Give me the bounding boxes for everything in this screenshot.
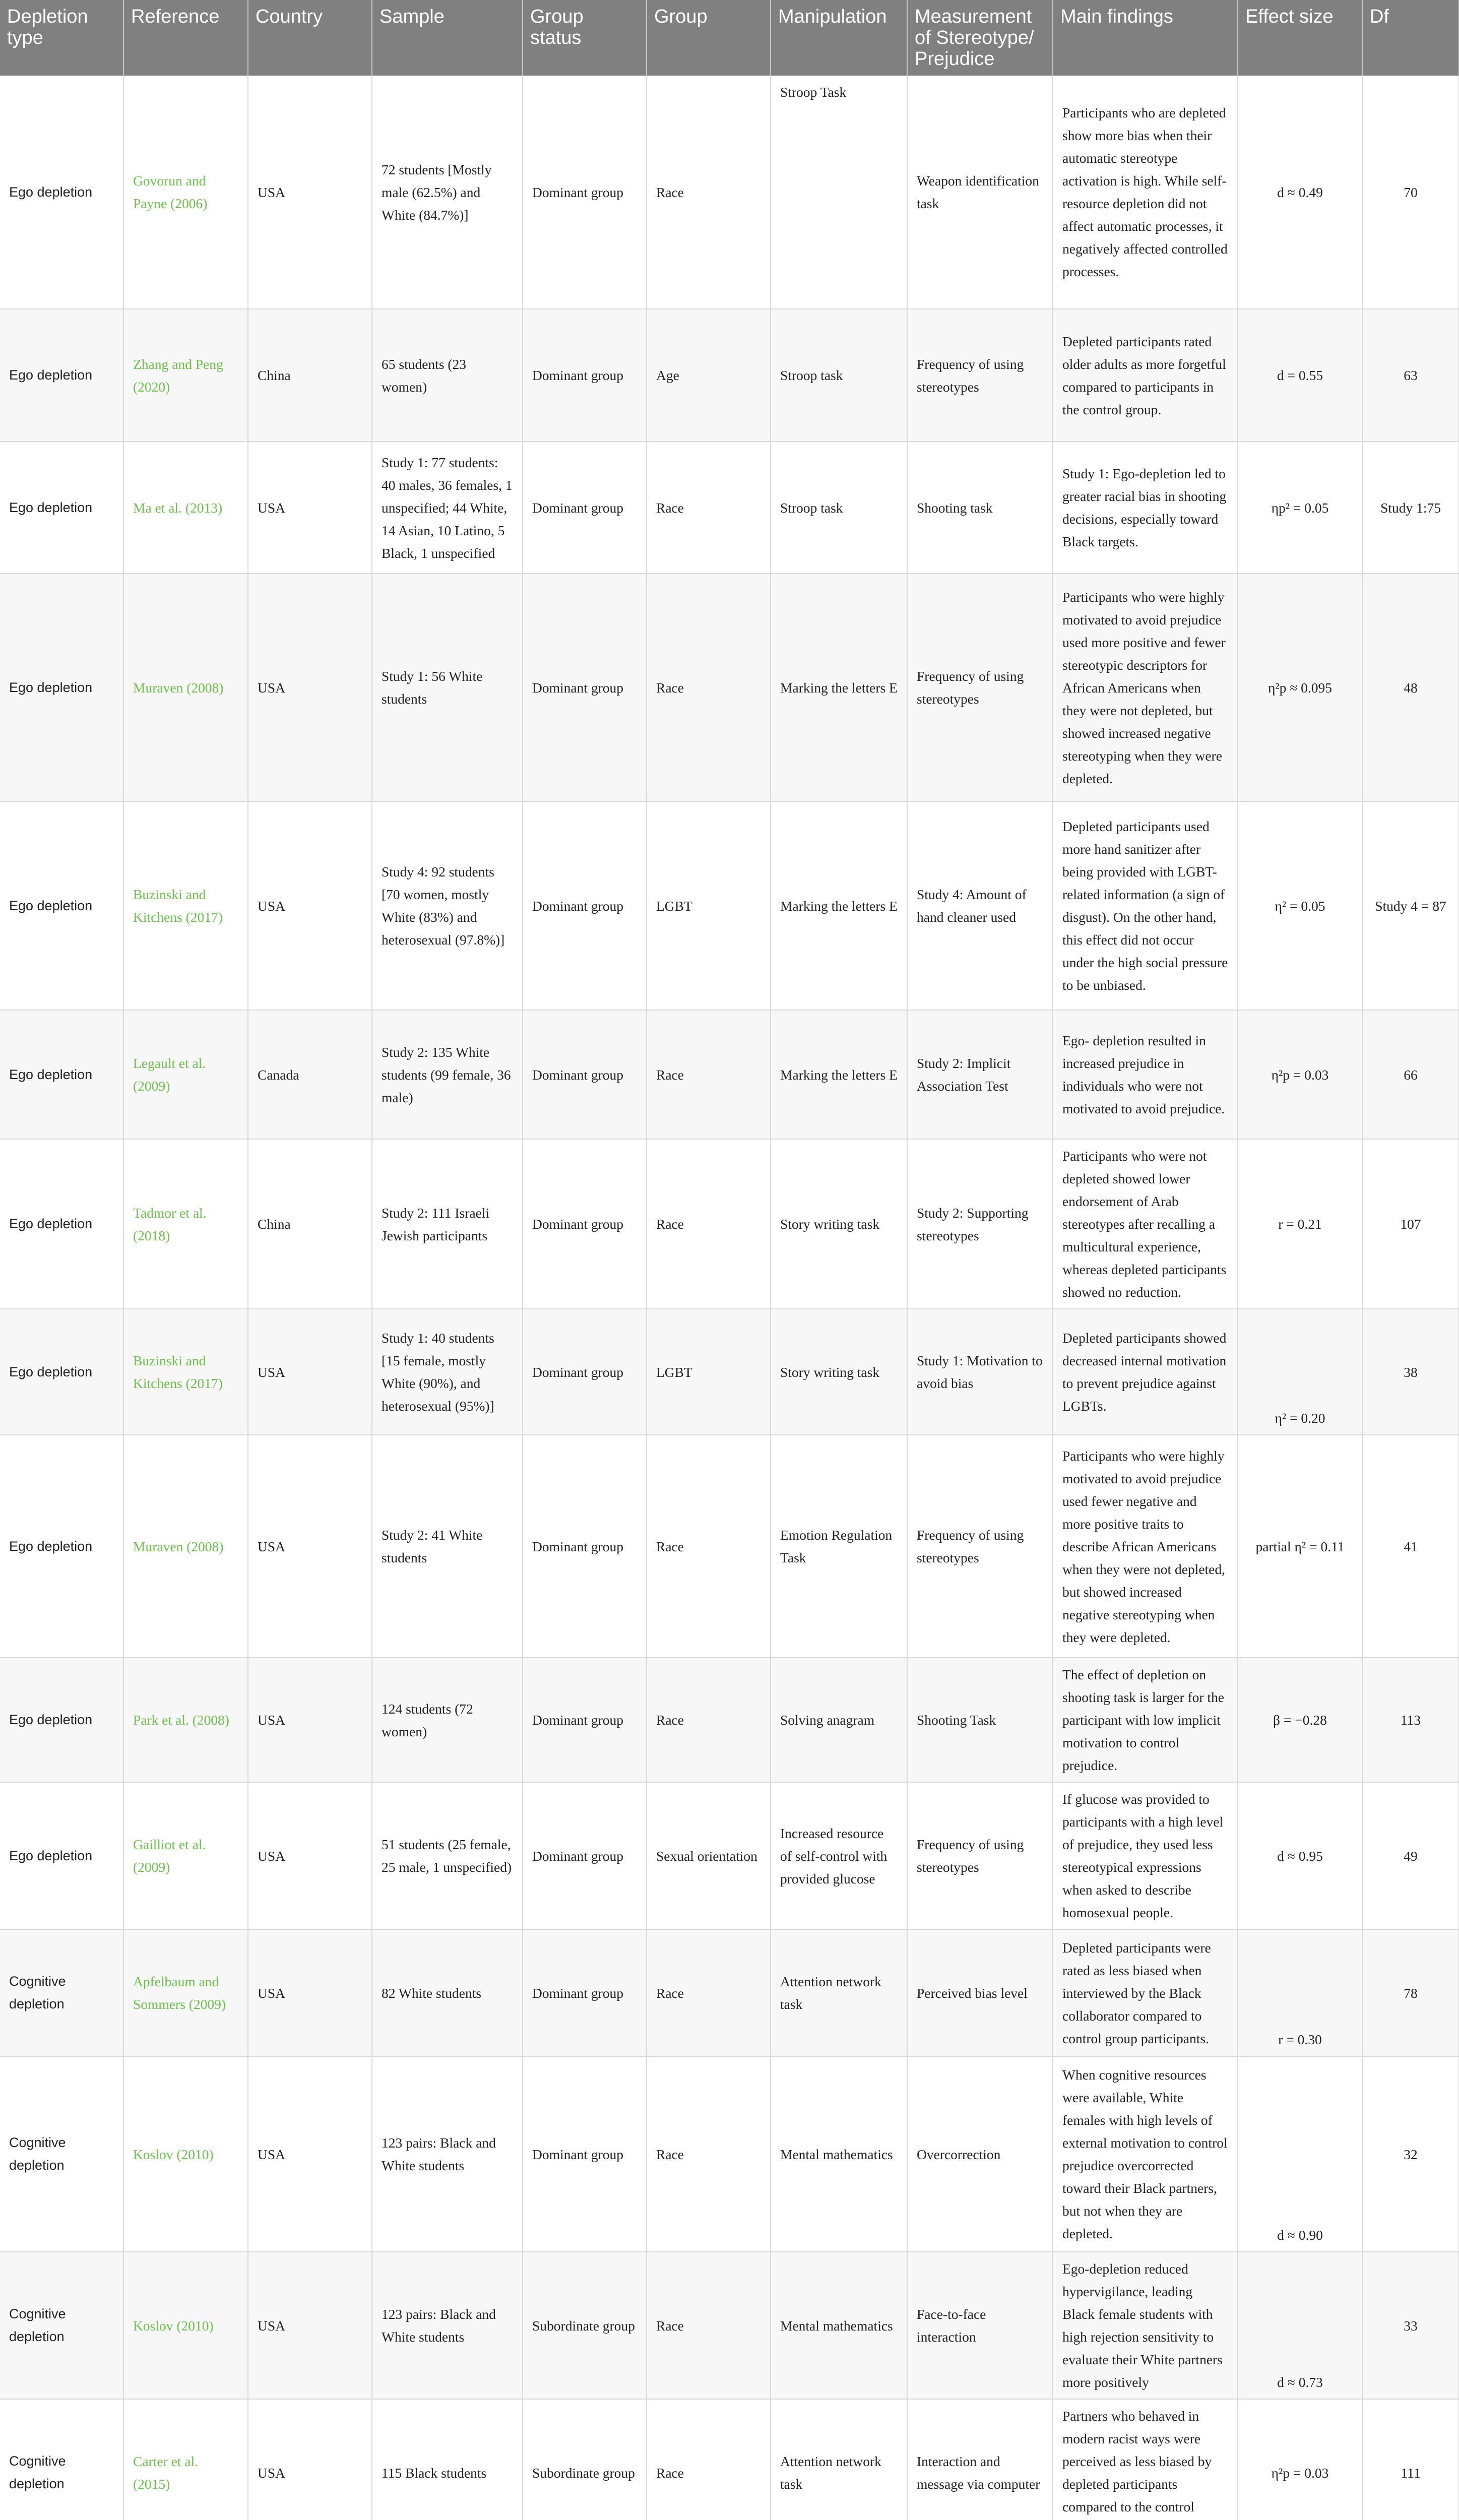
group-status-cell: Dominant group xyxy=(523,1139,647,1309)
group-status-cell: Dominant group xyxy=(523,1929,647,2056)
depletion-type-cell: Cognitive depletion xyxy=(0,1929,123,2056)
country-cell: USA xyxy=(248,442,372,574)
group-cell: Race xyxy=(647,574,771,801)
manipulation-cell: Story writing task xyxy=(771,1309,907,1435)
manipulation-cell: Stroop task xyxy=(771,309,907,442)
country-cell: USA xyxy=(248,1435,372,1658)
group-status-cell: Dominant group xyxy=(523,1782,647,1929)
group-status-cell: Dominant group xyxy=(523,1010,647,1139)
header-effect-size: Effect size xyxy=(1238,0,1362,76)
depletion-type-cell: Ego depletion xyxy=(0,76,123,309)
reference-link[interactable]: Apfelbaum and Sommers (2009) xyxy=(123,1929,248,2056)
reference-link[interactable]: Buzinski and Kitchens (2017) xyxy=(123,801,248,1010)
measurement-cell: Frequency of using stereotypes xyxy=(907,574,1053,801)
measurement-cell: Frequency of using stereotypes xyxy=(907,1435,1053,1658)
manipulation-cell: Mental mathematics xyxy=(771,2056,907,2252)
depletion-type-cell: Cognitive depletion xyxy=(0,2399,123,2520)
table-row xyxy=(0,1658,1459,1782)
manipulation-cell: Mental mathematics xyxy=(771,2252,907,2399)
reference-link[interactable]: Govorun and Payne (2006) xyxy=(123,76,248,309)
table-row xyxy=(0,1010,1459,1139)
table-row xyxy=(0,1435,1459,1658)
table-row xyxy=(0,1139,1459,1309)
sample-cell: Study 2: 41 White students xyxy=(372,1435,523,1658)
reference-link[interactable]: Legault et al. (2009) xyxy=(123,1010,248,1139)
df-cell: 63 xyxy=(1362,309,1459,442)
depletion-type-cell: Ego depletion xyxy=(0,801,123,1010)
manipulation-cell: Attention network task xyxy=(771,2399,907,2520)
effect-size-cell: β = −0.28 xyxy=(1238,1658,1362,1782)
group-status-cell: Subordinate group xyxy=(523,2252,647,2399)
effect-size-cell: d = 0.55 xyxy=(1238,309,1362,442)
depletion-type-cell: Cognitive depletion xyxy=(0,2252,123,2399)
findings-cell: If glucose was provided to participants with a high level of prejudice, they used less stereotypical expressions when asked to describe homosexual people. xyxy=(1053,1782,1238,1929)
df-cell: 107 xyxy=(1362,1139,1459,1309)
reference-link[interactable]: Muraven (2008) xyxy=(123,574,248,801)
effect-size-cell: d ≈ 0.90 xyxy=(1238,2056,1362,2252)
header-measurement: Measurement of Stereotype/ Prejudice xyxy=(907,0,1053,76)
sample-cell: Study 2: 135 White students (99 female, 36 male) xyxy=(372,1010,523,1139)
table-row xyxy=(0,309,1459,442)
manipulation-cell: Increased resource of self-control with provided glucose xyxy=(771,1782,907,1929)
header-row xyxy=(0,0,1459,76)
table-row xyxy=(0,442,1459,574)
measurement-cell: Weapon identification task xyxy=(907,76,1053,309)
findings-cell: Ego-depletion reduced hypervigilance, leading Black female students with high rejection sensitivity to evaluate their White partners more positively xyxy=(1053,2252,1238,2399)
findings-cell: Depleted participants were rated as less biased when interviewed by the Black collaborator compared to control group participants. xyxy=(1053,1929,1238,2056)
reference-link[interactable]: Buzinski and Kitchens (2017) xyxy=(123,1309,248,1435)
measurement-cell: Frequency of using stereotypes xyxy=(907,1782,1053,1929)
group-status-cell: Dominant group xyxy=(523,442,647,574)
findings-cell: Depleted participants used more hand sanitizer after being provided with LGBT-related information (a sign of disgust). On the other hand, this effect did not occur under the high social pressure to be unbiased. xyxy=(1053,801,1238,1010)
effect-size-cell: d ≈ 0.73 xyxy=(1238,2252,1362,2399)
sample-cell: 51 students (25 female, 25 male, 1 unspecified) xyxy=(372,1782,523,1929)
df-cell: 48 xyxy=(1362,574,1459,801)
group-cell: Race xyxy=(647,1658,771,1782)
reference-link[interactable]: Ma et al. (2013) xyxy=(123,442,248,574)
sample-cell: Study 4: 92 students [70 women, mostly White (83%) and heterosexual (97.8%)] xyxy=(372,801,523,1010)
findings-cell: Depleted participants showed decreased internal motivation to prevent prejudice against LGBTs. xyxy=(1053,1309,1238,1435)
group-status-cell: Dominant group xyxy=(523,76,647,309)
reference-link[interactable]: Zhang and Peng (2020) xyxy=(123,309,248,442)
manipulation-cell: Story writing task xyxy=(771,1139,907,1309)
df-cell: 113 xyxy=(1362,1658,1459,1782)
df-cell: 111 xyxy=(1362,2399,1459,2520)
sample-cell: 65 students (23 women) xyxy=(372,309,523,442)
sample-cell: 123 pairs: Black and White students xyxy=(372,2252,523,2399)
measurement-cell: Frequency of using stereotypes xyxy=(907,309,1053,442)
country-cell: China xyxy=(248,309,372,442)
depletion-type-cell: Ego depletion xyxy=(0,574,123,801)
country-cell: USA xyxy=(248,2056,372,2252)
group-status-cell: Dominant group xyxy=(523,309,647,442)
findings-cell: Depleted participants rated older adults as more forgetful compared to participants in the control group. xyxy=(1053,309,1238,442)
depletion-type-cell: Ego depletion xyxy=(0,1139,123,1309)
manipulation-cell: Solving anagram xyxy=(771,1658,907,1782)
manipulation-cell: Attention network task xyxy=(771,1929,907,2056)
group-cell: Race xyxy=(647,76,771,309)
reference-link[interactable]: Carter et al. (2015) xyxy=(123,2399,248,2520)
depletion-type-cell: Ego depletion xyxy=(0,1782,123,1929)
effect-size-cell: partial η² = 0.11 xyxy=(1238,1435,1362,1658)
header-sample: Sample xyxy=(372,0,523,76)
measurement-cell: Study 2: Implicit Association Test xyxy=(907,1010,1053,1139)
sample-cell: Study 1: 40 students [15 female, mostly White (90%), and heterosexual (95%)] xyxy=(372,1309,523,1435)
group-status-cell: Subordinate group xyxy=(523,2399,647,2520)
df-cell: Study 4 = 87 xyxy=(1362,801,1459,1010)
country-cell: Canada xyxy=(248,1010,372,1139)
measurement-cell: Study 2: Supporting stereotypes xyxy=(907,1139,1053,1309)
df-cell: 70 xyxy=(1362,76,1459,309)
reference-link[interactable]: Park et al. (2008) xyxy=(123,1658,248,1782)
table-row xyxy=(0,2399,1459,2520)
header-group-status: Group status xyxy=(523,0,647,76)
findings-cell: Ego- depletion resulted in increased prejudice in individuals who were not motivated to avoid prejudice. xyxy=(1053,1010,1238,1139)
df-cell: 33 xyxy=(1362,2252,1459,2399)
country-cell: USA xyxy=(248,801,372,1010)
depletion-type-cell: Cognitive depletion xyxy=(0,2056,123,2252)
findings-cell: When cognitive resources were available, White females with high levels of external motivation to control prejudice overcorrected toward their Black partners, but not when they are depleted. xyxy=(1053,2056,1238,2252)
group-status-cell: Dominant group xyxy=(523,2056,647,2252)
manipulation-cell: Stroop task xyxy=(771,442,907,574)
df-cell: 49 xyxy=(1362,1782,1459,1929)
findings-cell: Partners who behaved in modern racist ways were perceived as less biased by depleted participants compared to the control xyxy=(1053,2399,1238,2520)
findings-cell: Participants who were not depleted showed lower endorsement of Arab stereotypes after recalling a multicultural experience, whereas depleted participants showed no reduction. xyxy=(1053,1139,1238,1309)
table-body xyxy=(0,76,1459,2520)
manipulation-cell: Stroop Task xyxy=(771,76,907,309)
depletion-type-cell: Ego depletion xyxy=(0,1309,123,1435)
group-status-cell: Dominant group xyxy=(523,1435,647,1658)
table-row xyxy=(0,574,1459,801)
effect-size-cell: d ≈ 0.95 xyxy=(1238,1782,1362,1929)
group-status-cell: Dominant group xyxy=(523,1309,647,1435)
table-row xyxy=(0,2252,1459,2399)
reference-link[interactable]: Koslov (2010) xyxy=(123,2056,248,2252)
group-cell: Race xyxy=(647,1435,771,1658)
group-status-cell: Dominant group xyxy=(523,801,647,1010)
manipulation-cell: Marking the letters E xyxy=(771,801,907,1010)
manipulation-cell: Marking the letters E xyxy=(771,574,907,801)
table-row xyxy=(0,2056,1459,2252)
header-group: Group xyxy=(647,0,771,76)
findings-cell: The effect of depletion on shooting task is larger for the participant with low implicit motivation to control prejudice. xyxy=(1053,1658,1238,1782)
reference-link[interactable]: Gailliot et al. (2009) xyxy=(123,1782,248,1929)
df-cell: 38 xyxy=(1362,1309,1459,1435)
depletion-type-cell: Ego depletion xyxy=(0,1658,123,1782)
measurement-cell: Perceived bias level xyxy=(907,1929,1053,2056)
depletion-type-cell: Ego depletion xyxy=(0,309,123,442)
effect-size-cell: d ≈ 0.49 xyxy=(1238,76,1362,309)
header-depletion-type: Depletion type xyxy=(0,0,123,76)
group-status-cell: Dominant group xyxy=(523,1658,647,1782)
country-cell: USA xyxy=(248,2399,372,2520)
group-cell: Race xyxy=(647,2056,771,2252)
effect-size-cell: η²p ≈ 0.095 xyxy=(1238,574,1362,801)
depletion-type-cell: Ego depletion xyxy=(0,442,123,574)
manipulation-cell: Emotion Regulation Task xyxy=(771,1435,907,1658)
effect-size-cell: η² = 0.05 xyxy=(1238,801,1362,1010)
depletion-type-cell: Ego depletion xyxy=(0,1435,123,1658)
reference-link[interactable]: Koslov (2010) xyxy=(123,2252,248,2399)
country-cell: USA xyxy=(248,2252,372,2399)
country-cell: USA xyxy=(248,1782,372,1929)
country-cell: USA xyxy=(248,76,372,309)
header-manipulation: Manipulation xyxy=(771,0,907,76)
sample-cell: 82 White students xyxy=(372,1929,523,2056)
df-cell: 78 xyxy=(1362,1929,1459,2056)
table-row xyxy=(0,1929,1459,2056)
effect-size-cell: r = 0.30 xyxy=(1238,1929,1362,2056)
effect-size-cell: r = 0.21 xyxy=(1238,1139,1362,1309)
group-cell: Race xyxy=(647,442,771,574)
sample-cell: 72 students [Mostly male (62.5%) and White (84.7%)] xyxy=(372,76,523,309)
table-row xyxy=(0,76,1459,309)
table-row xyxy=(0,1309,1459,1435)
measurement-cell: Face-to-face interaction xyxy=(907,2252,1053,2399)
df-cell: Study 1:75 xyxy=(1362,442,1459,574)
sample-cell: 123 pairs: Black and White students xyxy=(372,2056,523,2252)
table-row xyxy=(0,1782,1459,1929)
country-cell: USA xyxy=(248,1309,372,1435)
group-cell: Race xyxy=(647,1929,771,2056)
findings-cell: Participants who were highly motivated to avoid prejudice used fewer negative and more positive traits to describe African Americans when they were not depleted, but showed increased negative stereotyping when they were depleted. xyxy=(1053,1435,1238,1658)
country-cell: USA xyxy=(248,574,372,801)
header-country: Country xyxy=(248,0,372,76)
measurement-cell: Shooting task xyxy=(907,442,1053,574)
reference-link[interactable]: Tadmor et al. (2018) xyxy=(123,1139,248,1309)
sample-cell: 115 Black students xyxy=(372,2399,523,2520)
sample-cell: Study 1: 56 White students xyxy=(372,574,523,801)
group-cell: LGBT xyxy=(647,1309,771,1435)
header-reference: Reference xyxy=(123,0,248,76)
country-cell: China xyxy=(248,1139,372,1309)
country-cell: USA xyxy=(248,1658,372,1782)
measurement-cell: Study 4: Amount of hand cleaner used xyxy=(907,801,1053,1010)
header-main-findings: Main findings xyxy=(1053,0,1238,76)
country-cell: USA xyxy=(248,1929,372,2056)
group-cell: Race xyxy=(647,2399,771,2520)
sample-cell: Study 1: 77 students: 40 males, 36 females, 1 unspecified; 44 White, 14 Asian, 10 Latino, 5 Black, 1 unspecified xyxy=(372,442,523,574)
sample-cell: Study 2: 111 Israeli Jewish participants xyxy=(372,1139,523,1309)
sample-cell: 124 students (72 women) xyxy=(372,1658,523,1782)
measurement-cell: Shooting Task xyxy=(907,1658,1053,1782)
effect-size-cell: η²p = 0.03 xyxy=(1238,2399,1362,2520)
group-cell: Age xyxy=(647,309,771,442)
group-status-cell: Dominant group xyxy=(523,574,647,801)
reference-link[interactable]: Muraven (2008) xyxy=(123,1435,248,1658)
df-cell: 32 xyxy=(1362,2056,1459,2252)
effect-size-cell: η² = 0.20 xyxy=(1238,1309,1362,1435)
measurement-cell: Interaction and message via computer xyxy=(907,2399,1053,2520)
header-df: Df xyxy=(1362,0,1459,76)
findings-cell: Study 1: Ego-depletion led to greater racial bias in shooting decisions, especially toward Black targets. xyxy=(1053,442,1238,574)
group-cell: Race xyxy=(647,1010,771,1139)
group-cell: Race xyxy=(647,1139,771,1309)
group-cell: Race xyxy=(647,2252,771,2399)
measurement-cell: Study 1: Motivation to avoid bias xyxy=(907,1309,1053,1435)
effect-size-cell: η²p = 0.03 xyxy=(1238,1010,1362,1139)
df-cell: 41 xyxy=(1362,1435,1459,1658)
manipulation-cell: Marking the letters E xyxy=(771,1010,907,1139)
measurement-cell: Overcorrection xyxy=(907,2056,1053,2252)
findings-cell: Participants who are depleted show more bias when their automatic stereotype activation is high. While self-resource depletion did not affect automatic processes, it negatively affected controlled processes. xyxy=(1053,76,1238,309)
group-cell: Sexual orientation xyxy=(647,1782,771,1929)
group-cell: LGBT xyxy=(647,801,771,1010)
depletion-type-cell: Ego depletion xyxy=(0,1010,123,1139)
df-cell: 66 xyxy=(1362,1010,1459,1139)
effect-size-cell: ηp² = 0.05 xyxy=(1238,442,1362,574)
findings-cell: Participants who were highly motivated to avoid prejudice used more positive and fewer stereotypic descriptors for African Americans when they were not depleted, but showed increased negative stereotyping when they were depleted. xyxy=(1053,574,1238,801)
table-row xyxy=(0,801,1459,1010)
